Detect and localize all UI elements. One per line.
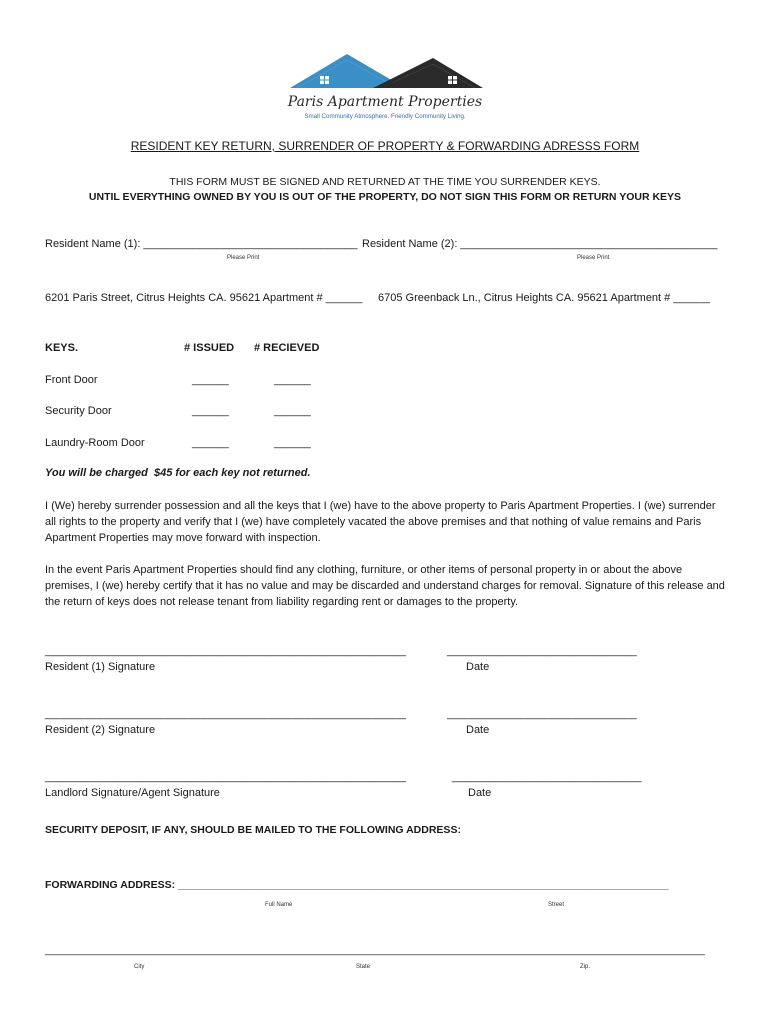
landlord-date-label: Date — [468, 787, 492, 799]
key-charge-note: You will be charged $45 for each key not returned. — [45, 467, 311, 479]
key-row-label: Laundry-Room Door — [45, 437, 145, 449]
personal-items-paragraph: In the event Paris Apartment Properties should find any clothing, furniture, or other items of personal property in or about the above premises, I (we) hereby certify that it has no value and may be discarded and understand charges for removal. Signature of this release and the return of keys does not release tenant from liability regarding rent or damages to the property. — [45, 564, 725, 608]
landlord-date-line[interactable]: _______________________________ — [452, 771, 642, 783]
full-name-hint: Full Name — [265, 902, 293, 908]
resident-name-1-field[interactable]: Resident Name (1): ___________________________________ — [45, 238, 358, 250]
instruction-line-1: THIS FORM MUST BE SIGNED AND RETURNED AT THE TIME YOU SURRENDER KEYS. — [169, 176, 601, 188]
resident-name-2-field[interactable]: Resident Name (2): __________________________________________ — [362, 238, 718, 250]
resident-1-signature-label: Resident (1) Signature — [45, 661, 156, 673]
form-title: RESIDENT KEY RETURN, SURRENDER OF PROPERTY & FORWARDING ADRESSS FORM — [130, 139, 640, 153]
please-print-hint-1: Please Print — [227, 255, 260, 261]
surrender-paragraph: I (We) hereby surrender possession and all the keys that I (we) have to the above property to Paris Apartment Properties. I (we) surrender all rights to the property and verify that I (we) have completely vacated the above premises and that nothing of value remains and Paris Apartment Properties may move forward with inspection. — [45, 500, 716, 544]
key-row-label: Front Door — [45, 374, 98, 386]
resident-2-date-line[interactable]: _______________________________ — [447, 708, 637, 720]
address-greenback-ln[interactable]: 6705 Greenback Ln., Citrus Heights CA. 95621 Apartment # ______ — [378, 292, 711, 304]
company-logo — [285, 48, 485, 124]
key-received-field[interactable]: ______ — [274, 405, 311, 417]
forwarding-address-field[interactable]: FORWARDING ADDRESS: ____________________________________________________________________________________ — [45, 879, 669, 891]
city-hint: City — [134, 964, 145, 970]
key-issued-field[interactable]: ______ — [192, 437, 229, 449]
keys-header: KEYS. — [45, 342, 79, 354]
logo-tagline: Small Community Atmosphere. Friendly Community Living. — [304, 113, 466, 120]
state-hint: State — [356, 964, 371, 970]
received-header: # RECIEVED — [254, 342, 320, 354]
please-print-hint-2: Please Print — [577, 255, 610, 261]
key-row-label: Security Door — [45, 405, 112, 417]
city-state-zip-line[interactable]: _________________________________________________________________________________________________________________ — [45, 944, 705, 956]
key-issued-field[interactable]: ______ — [192, 374, 229, 386]
key-received-field[interactable]: ______ — [274, 437, 311, 449]
resident-1-date-line[interactable]: _______________________________ — [447, 645, 637, 657]
key-received-field[interactable]: ______ — [274, 374, 311, 386]
key-issued-field[interactable]: ______ — [192, 405, 229, 417]
landlord-signature-line[interactable]: ___________________________________________________________ — [45, 771, 406, 783]
issued-header: # ISSUED — [184, 342, 235, 354]
resident-2-date-label: Date — [466, 724, 490, 736]
resident-2-signature-line[interactable]: ___________________________________________________________ — [45, 708, 406, 720]
resident-2-signature-label: Resident (2) Signature — [45, 724, 156, 736]
landlord-signature-label: Landlord Signature/Agent Signature — [45, 787, 220, 799]
instruction-line-2: UNTIL EVERYTHING OWNED BY YOU IS OUT OF THE PROPERTY, DO NOT SIGN THIS FORM OR RETURN YOUR KEYS — [88, 191, 682, 203]
logo-name: Paris Apartment Properties — [287, 94, 483, 110]
street-hint: Street — [548, 902, 565, 908]
address-paris-street[interactable]: 6201 Paris Street, Citrus Heights CA. 95621 Apartment # ______ — [45, 292, 363, 304]
resident-1-date-label: Date — [466, 661, 490, 673]
zip-hint: Zip. — [580, 964, 591, 970]
security-deposit-heading: SECURITY DEPOSIT, IF ANY, SHOULD BE MAILED TO THE FOLLOWING ADDRESS: — [45, 824, 461, 836]
resident-1-signature-line[interactable]: ___________________________________________________________ — [45, 645, 406, 657]
